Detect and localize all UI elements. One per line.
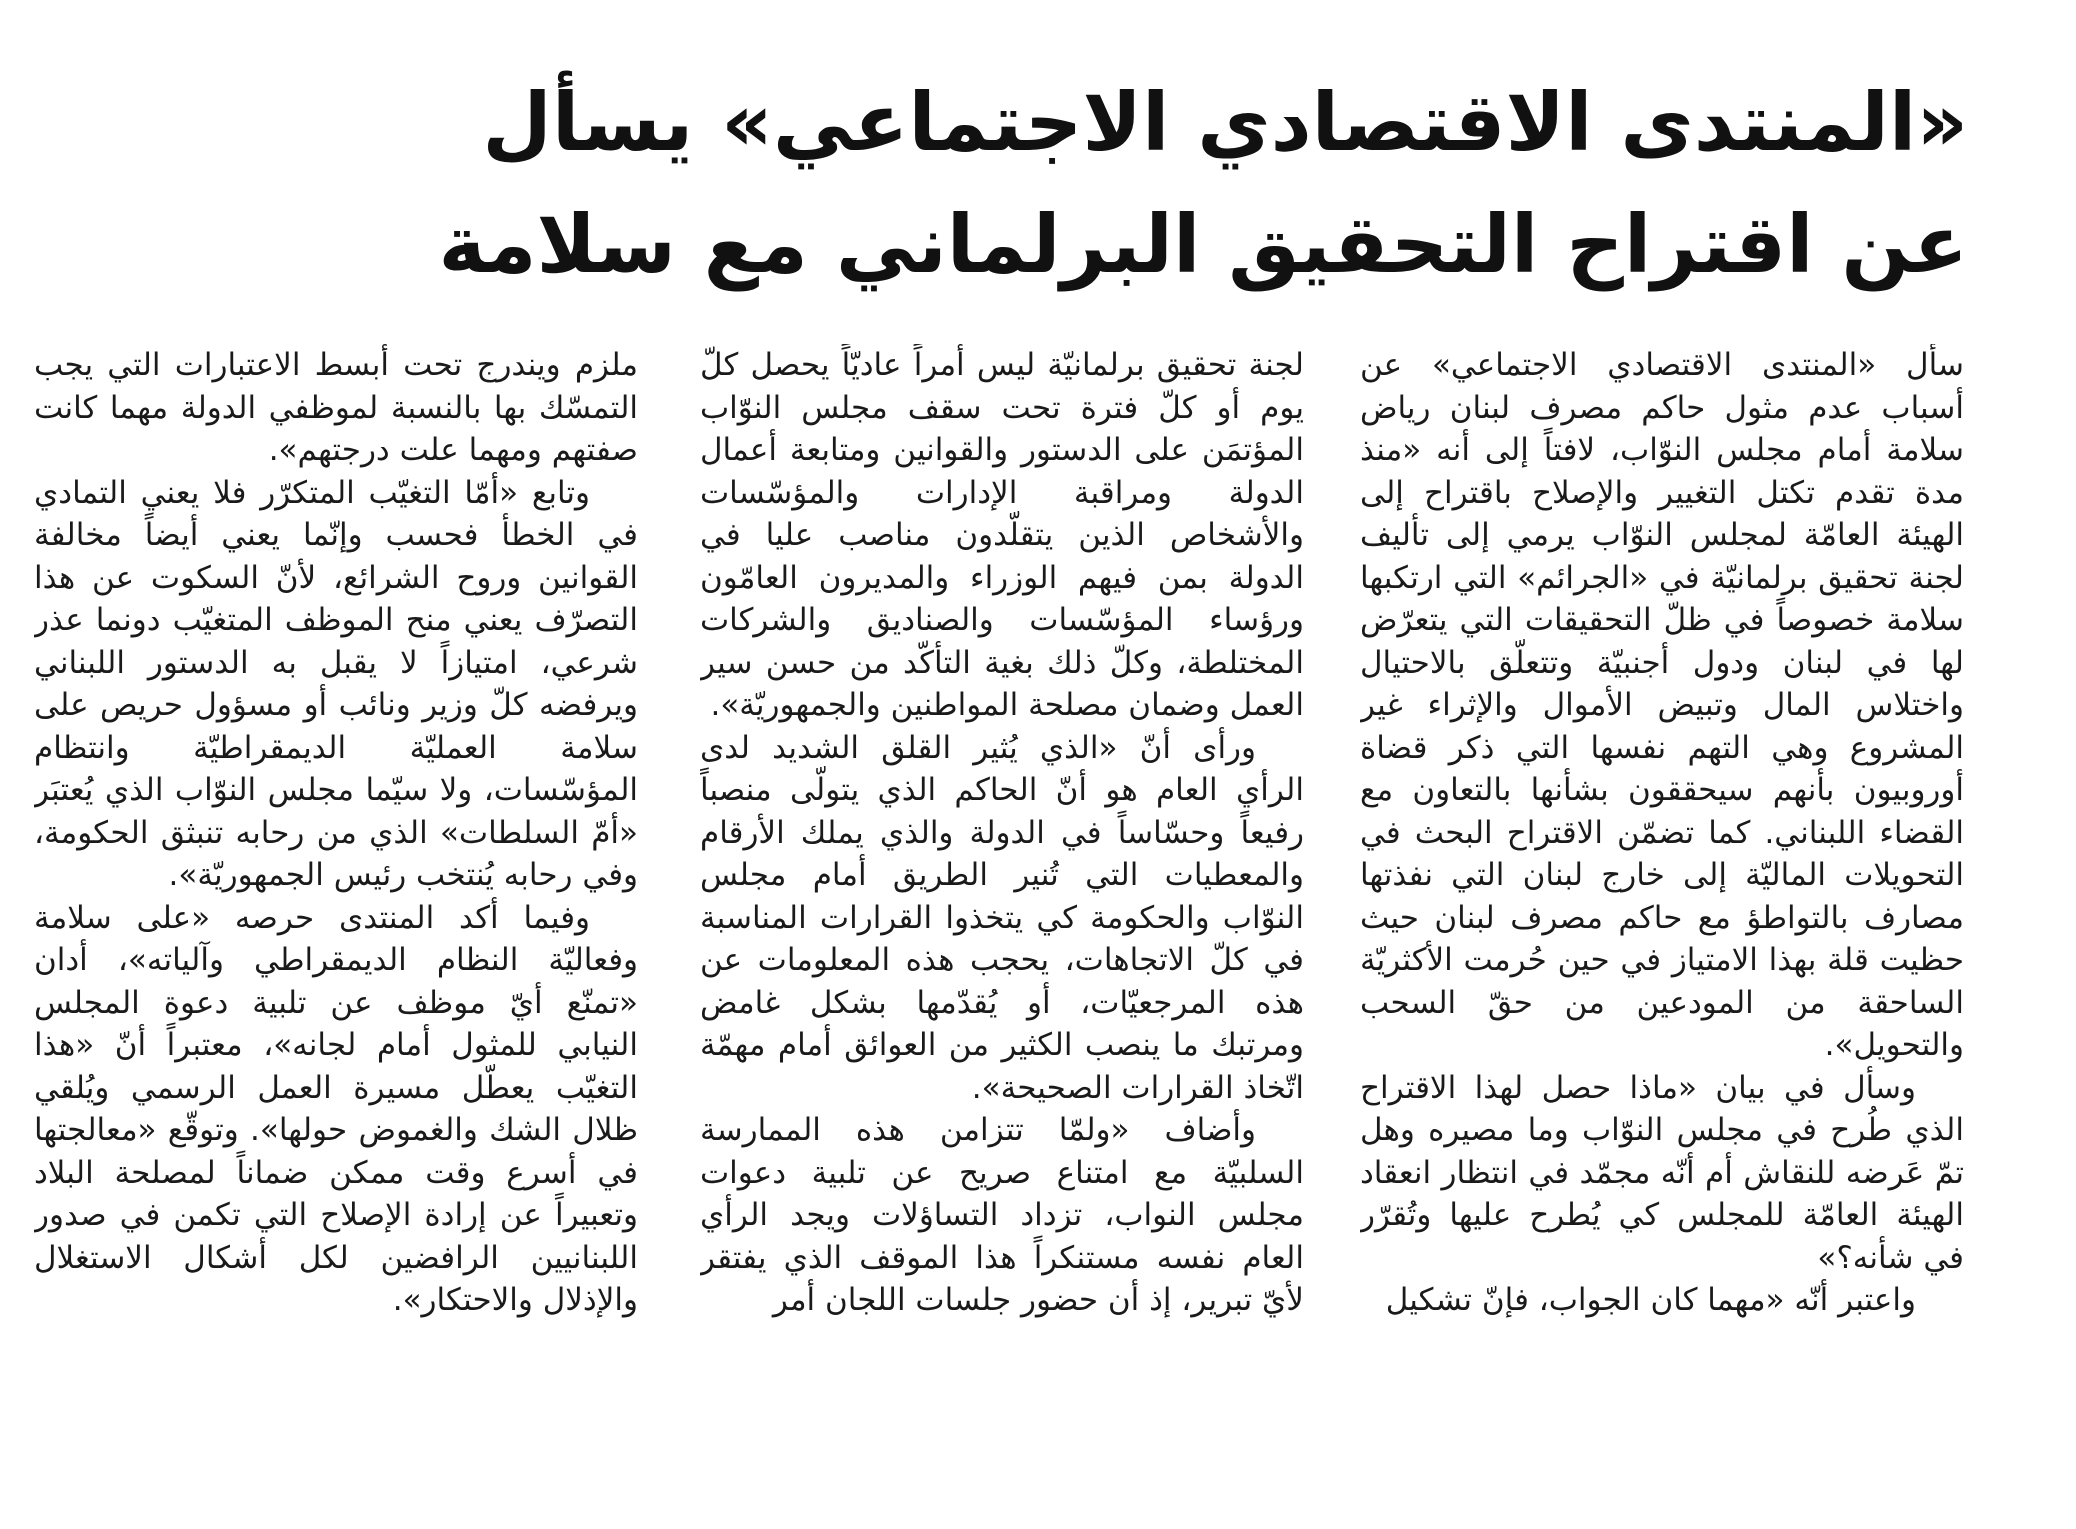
body-paragraph: وفيما أكد المنتدى حرصه «على سلامة وفعاليّة النظام الديمقراطي وآلياته»، أدان «تمنّع أيّ موظف عن تلبية دعوة المجلس النيابي للمثول أمام لجانه»، معتبراً أنّ «هذا التغيّب يعطّل مسيرة العمل الرسمي ويُلقي ظلال الشك والغموض حولها». وتوقّع «معالجتها في أسرع وقت ممكن ضماناً لمصلحة البلاد وتعبيراً عن إرادة الإصلاح التي تكمن في صدور اللبنانيين الرافضين لكل أشكال الاستغلال والإذلال والاحتكار». [34, 899, 638, 1318]
body-column-2 [700, 344, 1304, 1494]
body-paragraph: وأضاف «ولمّا تتزامن هذه الممارسة السلبيّة مع امتناع صريح عن تلبية دعوات مجلس النواب، تزداد التساؤلات ويجد الرأي العام نفسه مستنكراً هذا الموقف الذي يفتقر لأيّ تبرير، إذ أن حضور جلسات اللجان أمر [700, 1112, 1304, 1318]
article-body [34, 344, 1964, 1494]
headline-line-1: «المنتدى الاقتصادي الاجتماعي» يسأل [482, 76, 1968, 169]
article-headline [438, 62, 1968, 306]
body-paragraph: ورأى أنّ «الذي يُثير القلق الشديد لدى الرأي العام هو أنّ الحاكم الذي يتولّى منصباً رفيعاً وحسّاساً في الدولة والذي يملك الأرقام والمعطيات التي تُنير الطريق أمام مجلس النوّاب والحكومة كي يتخذوا القرارات المناسبة في كلّ الاتجاهات، يحجب هذه المعلومات عن هذه المرجعيّات، أو يُقدّمها بشكل غامض ومرتبك ما ينصب الكثير من العوائق أمام مهمّة اتّخاذ القرارات الصحيحة». [700, 729, 1304, 1106]
body-column-1 [1360, 344, 1964, 1494]
body-paragraph: وسأل في بيان «ماذا حصل لهذا الاقتراح الذي طُرح في مجلس النوّاب وما مصيره وهل تمّ عَرضه للنقاش أم أنّه مجمّد في انتظار انعقاد الهيئة العامّة للمجلس كي يُطرح عليها وتُقرّر في شأنه؟» [1360, 1069, 1964, 1276]
body-paragraph: سأل «المنتدى الاقتصادي الاجتماعي» عن أسباب عدم مثول حاكم مصرف لبنان رياض سلامة أمام مجلس النوّاب، لافتاً إلى أنه «منذ مدة تقدم تكتل التغيير والإصلاح باقتراح إلى الهيئة العامّة لمجلس النوّاب يرمي إلى تأليف لجنة تحقيق برلمانيّة في «الجرائم» التي ارتكبها سلامة خصوصاً في ظلّ التحقيقات التي يتعرّض لها في لبنان ودول أجنبيّة وتتعلّق بالاحتيال واختلاس المال وتبيض الأموال والإثراء غير المشروع وهي التهم نفسها التي ذكر قضاة أوروبيون بأنهم سيحققون بشأنها بالتعاون مع القضاء اللبناني. كما تضمّن الاقتراح البحث في التحويلات الماليّة إلى خارج لبنان التي نفذتها مصارف بالتواطؤ مع حاكم مصرف لبنان حيث حظيت قلة بهذا الامتياز في حين حُرمت الأكثريّة الساحقة من المودعين من حقّ السحب والتحويل». [1360, 347, 1964, 1063]
body-paragraph: واعتبر أنّه «مهما كان الجواب، فإنّ تشكيل [1385, 1282, 1916, 1318]
body-paragraph: لجنة تحقيق برلمانيّة ليس أمراً عاديّاً يحصل كلّ يوم أو كلّ فترة تحت سقف مجلس النوّاب المؤتمَن على الدستور والقوانين ومتابعة أعمال الدولة ومراقبة الإدارات والمؤسّسات والأشخاص الذين يتقلّدون مناصب عليا في الدولة بمن فيهم الوزراء والمديرون العامّون ورؤساء المؤسّسات والصناديق والشركات المختلطة، وكلّ ذلك بغية التأكّد من حسن سير العمل وضمان مصلحة المواطنين والجمهوريّة». [700, 347, 1304, 723]
body-paragraph: ملزم ويندرج تحت أبسط الاعتبارات التي يجب التمسّك بها بالنسبة لموظفي الدولة مهما كانت صفتهم ومهما علت درجتهم». [34, 347, 638, 468]
body-paragraph: وتابع «أمّا التغيّب المتكرّر فلا يعني التمادي في الخطأ فحسب وإنّما يعني أيضاً مخالفة القوانين وروح الشرائع، لأنّ السكوت عن هذا التصرّف يعني منح الموظف المتغيّب دونما عذر شرعي، امتيازاً لا يقبل به الدستور اللبناني ويرفضه كلّ وزير ونائب أو مسؤول حريص على سلامة العمليّة الديمقراطيّة وانتظام المؤسّسات، ولا سيّما مجلس النوّاب الذي يُعتبَر «أمّ السلطات» الذي من رحابه تنبثق الحكومة، وفي رحابه يُنتخب رئيس الجمهوريّة». [34, 474, 638, 893]
body-column-3 [34, 344, 638, 1494]
headline-line-2: عن اقتراح التحقيق البرلماني مع سلامة [438, 198, 1968, 291]
